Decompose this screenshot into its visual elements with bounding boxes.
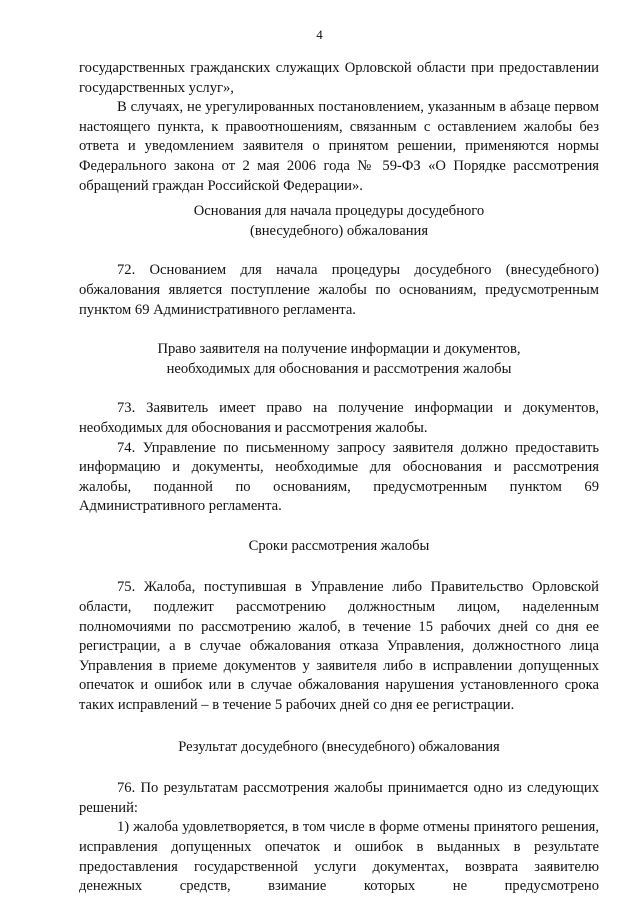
paragraph-73: 73. Заявитель имеет право на получение информации и документов, необходимых для обоснования и рассмотрения жалобы. — [79, 400, 599, 436]
heading-grounds-line-2: (внесудебного) обжалования — [249, 222, 429, 239]
heading-right-line-2: необходимых для обоснования и рассмотрения жалобы — [166, 360, 512, 377]
document-body — [79, 59, 599, 897]
page-number: 4 — [316, 27, 323, 42]
paragraph-74: 74. Управление по письменному запросу заявителя должно предоставить информацию и документы, необходимые для обоснования и рассмотрения жалобы, поданной по основаниям, предусмотренным пунктом 69 Административного регламента. — [79, 439, 599, 515]
paragraph-72: 72. Основанием для начала процедуры досудебного (внесудебного) обжалования является поступление жалобы по основаниям, предусмотренным пунктом 69 Административного регламента. — [79, 262, 599, 318]
heading-appeal-result: Результат досудебного (внесудебного) обжалования — [178, 738, 500, 755]
heading-grounds-line-1: Основания для начала процедуры досудебного — [193, 203, 485, 220]
heading-right-line-1: Право заявителя на получение информации и документов, — [157, 341, 521, 358]
paragraph-unregulated-cases: В случаях, не урегулированных постановлением, указанным в абзаце первом настоящего пункта, к правоотношениям, связанным с оставлением жалобы без ответа и уведомлением заявителя о принятом решении, применяются нормы Федерального закона от 2 мая 2006 года № 59-ФЗ «О Порядке рассмотрения обращений граждан Российской Федерации». — [79, 99, 599, 194]
heading-review-periods: Сроки рассмотрения жалобы — [248, 537, 430, 554]
heading-grounds — [79, 202, 599, 241]
paragraph-75: 75. Жалоба, поступившая в Управление либо Правительство Орловской области, подлежит рассмотрению должностным лицом, наделенным полномочиями по рассмотрению жалоб, в течение 15 рабочих дней со дня ее регистрации, а в случае обжалования отказа Управления, должностного лица Управления в приеме документов у заявителя либо в исправлении допущенных опечаток и ошибок или в случае обжалования нарушения установленного срока таких исправлений – в течение 5 рабочих дней со дня ее регистрации. — [79, 579, 599, 714]
paragraph-continuation: государственных гражданских служащих Орловской области при предоставлении государственных услуг», — [79, 60, 599, 96]
paragraph-76-item-1: 1) жалоба удовлетворяется, в том числе в форме отмены принятого решения, исправления допущенных опечаток и ошибок в выданных в результате предоставления государственной услуги документах, возврата заявителю денежных средств, взимание которых не предусмотрено — [79, 819, 599, 895]
paragraph-76: 76. По результатам рассмотрения жалобы принимается одно из следующих решений: — [79, 780, 599, 816]
heading-right-to-information — [79, 340, 599, 379]
